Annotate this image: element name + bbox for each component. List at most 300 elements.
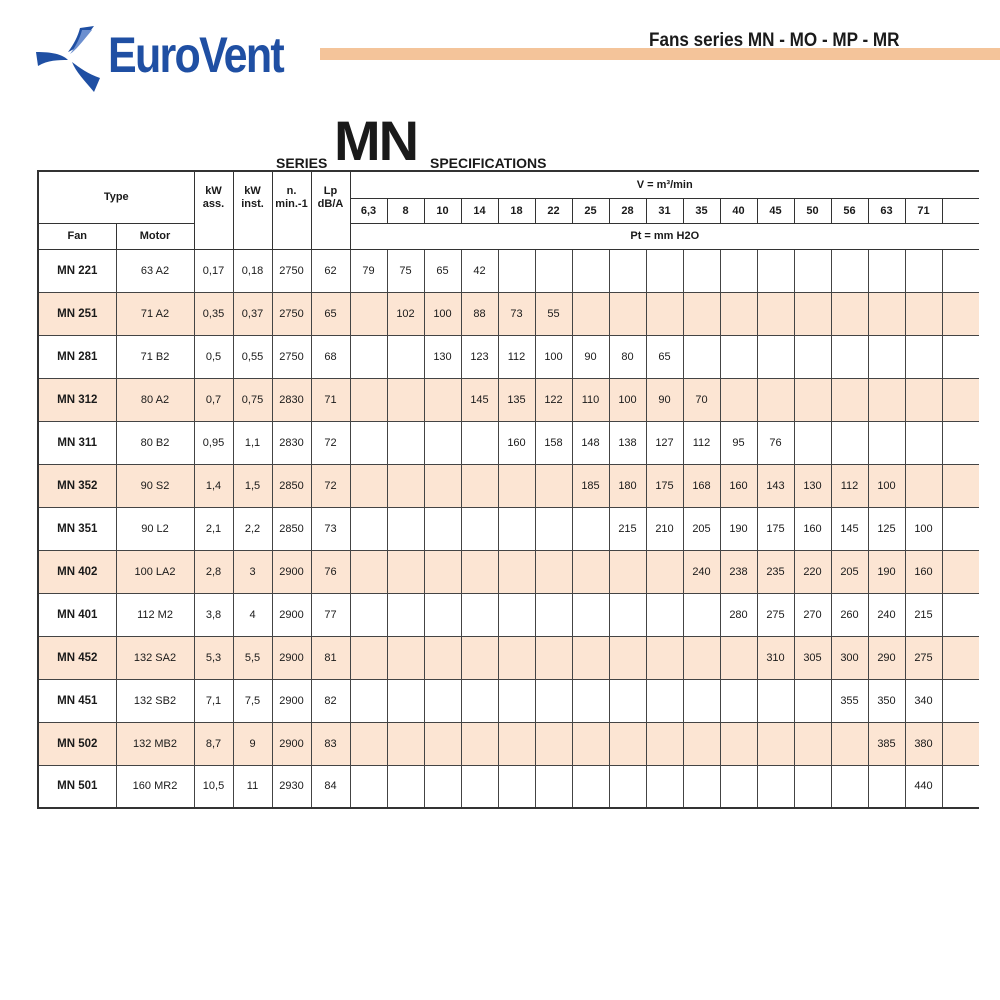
pressure-cell xyxy=(572,292,609,335)
pressure-cell xyxy=(609,550,646,593)
pressure-cell: 102 xyxy=(387,292,424,335)
pressure-cell: 95 xyxy=(720,421,757,464)
pressure-cell xyxy=(683,765,720,808)
pressure-cell xyxy=(350,679,387,722)
pressure-cell xyxy=(387,679,424,722)
pressure-cell: 148 xyxy=(572,421,609,464)
pressure-cell xyxy=(461,765,498,808)
motor-cell: 160 MR2 xyxy=(116,765,194,808)
series-code: MN xyxy=(334,109,418,172)
fan-cell: MN 281 xyxy=(38,335,116,378)
pressure-cell: 138 xyxy=(609,421,646,464)
pressure-cell xyxy=(757,378,794,421)
rpm-cell: 2850 xyxy=(272,507,311,550)
pressure-cell xyxy=(905,249,942,292)
flow-column-header: 8 xyxy=(387,198,424,223)
pressure-cell: 65 xyxy=(646,335,683,378)
pressure-cell xyxy=(350,765,387,808)
pressure-cell: 160 xyxy=(905,550,942,593)
pressure-cell xyxy=(424,550,461,593)
pressure-cell: 210 xyxy=(646,507,683,550)
kw-ass-cell: 0,5 xyxy=(194,335,233,378)
motor-cell: 132 MB2 xyxy=(116,722,194,765)
pressure-cell: 280 xyxy=(720,593,757,636)
pressure-cell xyxy=(942,292,979,335)
pressure-cell xyxy=(350,636,387,679)
pressure-cell: 220 xyxy=(794,550,831,593)
kw-ass-cell: 0,7 xyxy=(194,378,233,421)
pressure-cell: 90 xyxy=(646,378,683,421)
pressure-cell xyxy=(387,765,424,808)
flow-column-header: 18 xyxy=(498,198,535,223)
pressure-cell: 130 xyxy=(424,335,461,378)
volume-header: V = m³/min xyxy=(350,171,979,198)
pressure-cell: 100 xyxy=(424,292,461,335)
pressure-cell xyxy=(498,636,535,679)
pressure-cell xyxy=(387,593,424,636)
pressure-cell xyxy=(831,292,868,335)
table-row xyxy=(38,292,979,335)
motor-cell: 80 A2 xyxy=(116,378,194,421)
pressure-cell: 240 xyxy=(683,550,720,593)
pressure-cell xyxy=(720,335,757,378)
pressure-cell: 205 xyxy=(831,550,868,593)
pressure-cell: 42 xyxy=(461,249,498,292)
pressure-cell xyxy=(609,593,646,636)
pressure-cell: 88 xyxy=(461,292,498,335)
type-header: Type xyxy=(38,171,194,223)
kw-ass-cell: 10,5 xyxy=(194,765,233,808)
pressure-cell: 55 xyxy=(535,292,572,335)
pressure-cell xyxy=(831,722,868,765)
pressure-cell: 160 xyxy=(720,464,757,507)
lp-cell: 68 xyxy=(311,335,350,378)
table-row xyxy=(38,464,979,507)
pressure-cell xyxy=(461,593,498,636)
pressure-cell: 158 xyxy=(535,421,572,464)
pressure-cell: 300 xyxy=(831,636,868,679)
kw-ass-header-cont xyxy=(194,223,233,249)
pressure-cell xyxy=(424,593,461,636)
pressure-cell xyxy=(350,507,387,550)
fan-blades-icon xyxy=(34,22,106,96)
pressure-cell xyxy=(683,722,720,765)
pressure-cell xyxy=(942,679,979,722)
pressure-cell xyxy=(609,249,646,292)
pressure-cell xyxy=(942,636,979,679)
specifications-table xyxy=(37,170,979,809)
pressure-cell xyxy=(683,679,720,722)
flow-column-header: 25 xyxy=(572,198,609,223)
pressure-cell: 112 xyxy=(683,421,720,464)
pressure-cell xyxy=(461,550,498,593)
pressure-cell: 275 xyxy=(905,636,942,679)
flow-column-header: 40 xyxy=(720,198,757,223)
table-row xyxy=(38,335,979,378)
pressure-cell: 215 xyxy=(905,593,942,636)
pressure-cell xyxy=(868,249,905,292)
pressure-cell xyxy=(868,378,905,421)
pressure-cell xyxy=(757,335,794,378)
pressure-cell xyxy=(498,464,535,507)
pressure-cell: 185 xyxy=(572,464,609,507)
pressure-cell xyxy=(350,335,387,378)
pressure-cell xyxy=(424,378,461,421)
motor-cell: 100 LA2 xyxy=(116,550,194,593)
pressure-cell xyxy=(942,550,979,593)
kw-inst-cell: 0,75 xyxy=(233,378,272,421)
rpm-cell: 2830 xyxy=(272,378,311,421)
pressure-cell xyxy=(424,421,461,464)
pressure-cell xyxy=(905,335,942,378)
pressure-cell xyxy=(609,636,646,679)
fan-cell: MN 401 xyxy=(38,593,116,636)
pressure-cell xyxy=(720,378,757,421)
fan-header: Fan xyxy=(38,223,116,249)
lp-cell: 65 xyxy=(311,292,350,335)
pressure-cell xyxy=(572,507,609,550)
pressure-cell: 79 xyxy=(350,249,387,292)
fan-cell: MN 251 xyxy=(38,292,116,335)
pressure-cell xyxy=(535,765,572,808)
pressure-cell: 135 xyxy=(498,378,535,421)
kw-ass-cell: 2,8 xyxy=(194,550,233,593)
pressure-cell: 125 xyxy=(868,507,905,550)
pressure-cell xyxy=(942,593,979,636)
pressure-cell: 70 xyxy=(683,378,720,421)
kw-ass-cell: 0,95 xyxy=(194,421,233,464)
motor-cell: 80 B2 xyxy=(116,421,194,464)
lp-cell: 82 xyxy=(311,679,350,722)
pressure-cell xyxy=(535,249,572,292)
pressure-cell: 238 xyxy=(720,550,757,593)
fan-cell: MN 501 xyxy=(38,765,116,808)
pressure-cell xyxy=(831,421,868,464)
kw-inst-cell: 0,37 xyxy=(233,292,272,335)
pressure-cell: 143 xyxy=(757,464,794,507)
pressure-cell: 100 xyxy=(905,507,942,550)
pressure-cell xyxy=(831,335,868,378)
table-row xyxy=(38,249,979,292)
pressure-cell: 130 xyxy=(794,464,831,507)
pressure-cell xyxy=(350,292,387,335)
pressure-cell: 290 xyxy=(868,636,905,679)
lp-cell: 73 xyxy=(311,507,350,550)
pressure-cell xyxy=(683,292,720,335)
kw-inst-cell: 1,1 xyxy=(233,421,272,464)
pressure-cell xyxy=(572,765,609,808)
pressure-cell: 340 xyxy=(905,679,942,722)
flow-column-header: 50 xyxy=(794,198,831,223)
rpm-cell: 2900 xyxy=(272,636,311,679)
pressure-cell: 75 xyxy=(387,249,424,292)
pressure-cell xyxy=(720,722,757,765)
table-row xyxy=(38,378,979,421)
pressure-cell: 65 xyxy=(424,249,461,292)
pressure-cell xyxy=(609,765,646,808)
flow-column-header: 63 xyxy=(868,198,905,223)
table-row xyxy=(38,507,979,550)
pressure-cell xyxy=(350,378,387,421)
pressure-cell xyxy=(387,636,424,679)
rpm-cell: 2900 xyxy=(272,679,311,722)
pressure-cell xyxy=(942,249,979,292)
kw-inst-cell: 9 xyxy=(233,722,272,765)
pressure-cell xyxy=(905,292,942,335)
kw-inst-cell: 11 xyxy=(233,765,272,808)
pressure-cell xyxy=(794,335,831,378)
pressure-cell: 123 xyxy=(461,335,498,378)
pressure-cell xyxy=(868,421,905,464)
motor-cell: 132 SA2 xyxy=(116,636,194,679)
motor-cell: 90 L2 xyxy=(116,507,194,550)
pressure-cell xyxy=(757,679,794,722)
pressure-cell: 190 xyxy=(720,507,757,550)
kw-inst-header-cont xyxy=(233,223,272,249)
specifications-label: SPECIFICATIONS xyxy=(430,155,547,171)
pressure-cell xyxy=(757,765,794,808)
kw-ass-header: kW ass. xyxy=(194,171,233,223)
pressure-cell: 100 xyxy=(868,464,905,507)
pressure-cell xyxy=(387,335,424,378)
kw-inst-cell: 2,2 xyxy=(233,507,272,550)
motor-cell: 112 M2 xyxy=(116,593,194,636)
pressure-cell xyxy=(646,722,683,765)
pressure-cell xyxy=(942,335,979,378)
pressure-cell: 76 xyxy=(757,421,794,464)
lp-cell: 72 xyxy=(311,464,350,507)
pressure-cell: 215 xyxy=(609,507,646,550)
pressure-cell: 160 xyxy=(498,421,535,464)
pressure-cell xyxy=(461,722,498,765)
lp-header: Lp dB/A xyxy=(311,171,350,223)
lp-header-cont xyxy=(311,223,350,249)
kw-inst-cell: 0,18 xyxy=(233,249,272,292)
pressure-cell: 350 xyxy=(868,679,905,722)
rpm-cell: 2750 xyxy=(272,292,311,335)
pressure-cell xyxy=(905,421,942,464)
kw-inst-cell: 4 xyxy=(233,593,272,636)
rpm-cell: 2830 xyxy=(272,421,311,464)
pressure-cell xyxy=(646,636,683,679)
pressure-cell xyxy=(535,636,572,679)
pressure-cell: 80 xyxy=(609,335,646,378)
pressure-cell xyxy=(424,679,461,722)
table-row xyxy=(38,679,979,722)
motor-cell: 71 B2 xyxy=(116,335,194,378)
pressure-cell xyxy=(424,636,461,679)
pressure-cell xyxy=(572,679,609,722)
pressure-cell xyxy=(498,722,535,765)
pressure-cell xyxy=(942,765,979,808)
pressure-cell xyxy=(535,550,572,593)
flow-column-header: 35 xyxy=(683,198,720,223)
flow-column-header: 10 xyxy=(424,198,461,223)
pressure-cell xyxy=(498,679,535,722)
pressure-cell xyxy=(498,507,535,550)
pressure-cell: 145 xyxy=(461,378,498,421)
motor-cell: 90 S2 xyxy=(116,464,194,507)
rpm-cell: 2930 xyxy=(272,765,311,808)
pressure-cell: 145 xyxy=(831,507,868,550)
pressure-cell xyxy=(387,722,424,765)
pressure-cell xyxy=(794,378,831,421)
pressure-cell xyxy=(646,679,683,722)
pressure-cell xyxy=(572,593,609,636)
pressure-cell xyxy=(461,636,498,679)
pressure-cell xyxy=(535,464,572,507)
pressure-cell xyxy=(905,378,942,421)
pressure-cell xyxy=(720,765,757,808)
pressure-cell: 305 xyxy=(794,636,831,679)
rpm-cell: 2900 xyxy=(272,550,311,593)
pressure-cell: 240 xyxy=(868,593,905,636)
pressure-cell xyxy=(646,249,683,292)
rpm-header-cont xyxy=(272,223,311,249)
pressure-cell xyxy=(350,421,387,464)
pressure-header: Pt = mm H2O xyxy=(350,223,979,249)
pressure-cell xyxy=(572,636,609,679)
pressure-cell xyxy=(868,765,905,808)
kw-ass-cell: 3,8 xyxy=(194,593,233,636)
pressure-cell xyxy=(535,507,572,550)
pressure-cell xyxy=(720,292,757,335)
lp-cell: 77 xyxy=(311,593,350,636)
pressure-cell xyxy=(350,550,387,593)
rpm-cell: 2900 xyxy=(272,593,311,636)
kw-inst-cell: 7,5 xyxy=(233,679,272,722)
motor-header: Motor xyxy=(116,223,194,249)
pressure-cell xyxy=(387,464,424,507)
pressure-cell xyxy=(942,464,979,507)
pressure-cell: 190 xyxy=(868,550,905,593)
pressure-cell xyxy=(350,593,387,636)
pressure-cell xyxy=(424,722,461,765)
pressure-cell xyxy=(720,679,757,722)
lp-cell: 83 xyxy=(311,722,350,765)
motor-cell: 71 A2 xyxy=(116,292,194,335)
fan-cell: MN 351 xyxy=(38,507,116,550)
pressure-cell xyxy=(794,292,831,335)
fan-cell: MN 311 xyxy=(38,421,116,464)
kw-ass-cell: 2,1 xyxy=(194,507,233,550)
lp-cell: 81 xyxy=(311,636,350,679)
fan-cell: MN 221 xyxy=(38,249,116,292)
pressure-cell xyxy=(535,593,572,636)
pressure-cell xyxy=(646,292,683,335)
pressure-cell xyxy=(757,292,794,335)
pressure-cell xyxy=(461,507,498,550)
pressure-cell: 310 xyxy=(757,636,794,679)
rpm-header: n. min.-1 xyxy=(272,171,311,223)
pressure-cell xyxy=(831,378,868,421)
pressure-cell xyxy=(609,679,646,722)
pressure-cell: 110 xyxy=(572,378,609,421)
flow-column-header: 28 xyxy=(609,198,646,223)
rpm-cell: 2750 xyxy=(272,335,311,378)
flow-column-header: 22 xyxy=(535,198,572,223)
pressure-cell: 205 xyxy=(683,507,720,550)
pressure-cell xyxy=(461,679,498,722)
brand-name: EuroVent xyxy=(108,27,283,83)
page-title: Fans series MN - MO - MP - MR xyxy=(649,30,900,51)
lp-cell: 72 xyxy=(311,421,350,464)
kw-inst-cell: 3 xyxy=(233,550,272,593)
pressure-cell xyxy=(387,550,424,593)
pressure-cell: 440 xyxy=(905,765,942,808)
fan-cell: MN 452 xyxy=(38,636,116,679)
pressure-cell xyxy=(794,421,831,464)
pressure-cell xyxy=(831,249,868,292)
lp-cell: 71 xyxy=(311,378,350,421)
kw-ass-cell: 7,1 xyxy=(194,679,233,722)
lp-cell: 84 xyxy=(311,765,350,808)
pressure-cell xyxy=(387,421,424,464)
pressure-cell xyxy=(424,507,461,550)
fan-cell: MN 402 xyxy=(38,550,116,593)
rpm-cell: 2850 xyxy=(272,464,311,507)
fan-cell: MN 352 xyxy=(38,464,116,507)
pressure-cell xyxy=(387,378,424,421)
pressure-cell xyxy=(942,421,979,464)
pressure-cell: 127 xyxy=(646,421,683,464)
pressure-cell xyxy=(646,550,683,593)
table-row xyxy=(38,636,979,679)
pressure-cell: 100 xyxy=(535,335,572,378)
pressure-cell xyxy=(794,679,831,722)
flow-column-header: 71 xyxy=(905,198,942,223)
pressure-cell xyxy=(461,464,498,507)
lp-cell: 62 xyxy=(311,249,350,292)
pressure-cell xyxy=(942,507,979,550)
rpm-cell: 2750 xyxy=(272,249,311,292)
flow-column-header: 6,3 xyxy=(350,198,387,223)
pressure-cell: 112 xyxy=(831,464,868,507)
kw-ass-cell: 5,3 xyxy=(194,636,233,679)
pressure-cell xyxy=(387,507,424,550)
pressure-cell xyxy=(683,593,720,636)
pressure-cell xyxy=(572,550,609,593)
table-row xyxy=(38,722,979,765)
kw-ass-cell: 8,7 xyxy=(194,722,233,765)
pressure-cell xyxy=(942,378,979,421)
pressure-cell xyxy=(572,722,609,765)
table-row xyxy=(38,550,979,593)
pressure-cell xyxy=(609,722,646,765)
kw-inst-cell: 0,55 xyxy=(233,335,272,378)
flow-column-header: 14 xyxy=(461,198,498,223)
kw-ass-cell: 1,4 xyxy=(194,464,233,507)
table-row xyxy=(38,421,979,464)
pressure-cell: 73 xyxy=(498,292,535,335)
pressure-cell xyxy=(794,249,831,292)
pressure-cell: 180 xyxy=(609,464,646,507)
flow-column-header: 45 xyxy=(757,198,794,223)
kw-inst-cell: 1,5 xyxy=(233,464,272,507)
pressure-cell xyxy=(461,421,498,464)
kw-ass-cell: 0,17 xyxy=(194,249,233,292)
kw-ass-cell: 0,35 xyxy=(194,292,233,335)
pressure-cell xyxy=(831,765,868,808)
eurovent-logo xyxy=(34,18,284,96)
pressure-cell xyxy=(498,550,535,593)
table-row xyxy=(38,593,979,636)
pressure-cell xyxy=(535,722,572,765)
lp-cell: 76 xyxy=(311,550,350,593)
pressure-cell: 355 xyxy=(831,679,868,722)
pressure-cell xyxy=(350,464,387,507)
pressure-cell xyxy=(498,249,535,292)
